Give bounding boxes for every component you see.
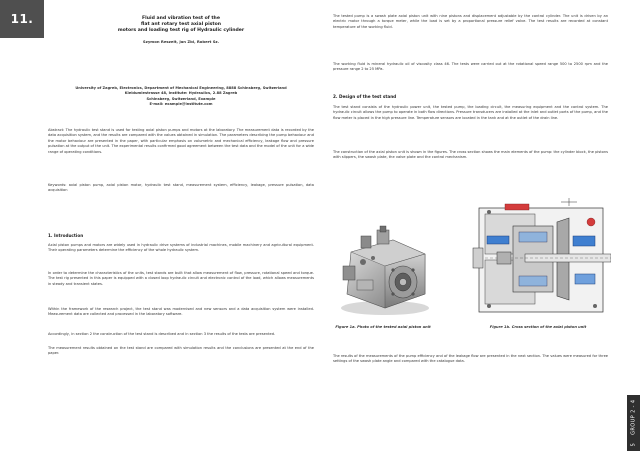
affiliation-line-1: University of Zagreb, Electronics, Department of Mechanical Engineering, 8888 Schinsberg, Switzerland: [75, 86, 287, 90]
figure-caption-2: Figure 1b. Cross section of the axial piston unit: [489, 325, 587, 329]
keywords: Keywords: axial piston pump, axial piston motor, hydraulic test stand, measurement system, efficiency, leakage, pressure pulsation, data acquisition: [48, 183, 314, 193]
body-paragraph: The tested pump is a swash plate axial piston unit with nine pistons and displacement adjustable by the control cylinder. The unit is driven by an electric motor through a torque meter, while the load is set by a proportional pressure relief valve. The test results are recorded at constant temperature of the working fluid.: [333, 14, 608, 29]
intro-paragraph: Accordingly, in section 2 the construction of the test stand is described and in section 3 the results of the tests are presented.: [48, 332, 276, 336]
authors: Szymon Reszelt, Jan Zbi, Robert Sz.: [142, 38, 220, 44]
paper-title-line-1: Fluid and vibration test of the: [142, 16, 220, 21]
body-paragraph: The construction of the axial piston unit is shown in the figures. The cross section shows the main elements of the pump: the cylinder block, the pistons with slippers, the swash plate, the valve plate and the control mechanism.: [333, 150, 608, 160]
paper-title-line-2: flat ant rotary test axial piston: [140, 22, 221, 28]
side-tab-label: [631, 400, 637, 447]
intro-paragraph: Within the framework of the research project, the test stand was modernised and new sensors and a data acquisition system were installed. Measurement data are collected and processed in the laboratory software.: [48, 307, 314, 317]
section-heading-design: 2. Design of the test stand: [333, 94, 397, 99]
section-heading-introduction: 1. Introduction: [48, 233, 84, 238]
intro-paragraph: The measurement results obtained on the test stand are compared with simulation results and the conclusions are presented at the end of the paper.: [48, 346, 314, 356]
chapter-badge: [0, 0, 44, 38]
figure-caption-1: Figure 1a. Photo of the tested axial piston unit: [335, 325, 431, 329]
intro-paragraph: In order to determine the characteristics of the units, test stands are built that allow measurement of flow, pressure, rotational speed and torque. The test rig presented in this paper is equipped with a closed loop hydraulic circuit and electronic control of the load, which allows measurements in steady and transient states.: [48, 271, 314, 286]
intro-paragraph: Axial piston pumps and motors are widely used in hydraulic drive systems of industrial machines, mobile machinery and agricultural equipment. Their operating parameters determine the efficiency of the whole hydraulic system.: [48, 243, 314, 253]
affiliation-line-4: E-mail: example@institute.com: [149, 102, 213, 107]
paper-title-line-3: motors and loading test rig of Hydraulic cylinder: [117, 28, 245, 34]
side-tab: [627, 395, 640, 451]
side-tab-group: GROUP 2 - 4: [630, 399, 637, 435]
affiliation-line-2: Kieldumlestrasse 48, Institute: Hydraulics, 2.88 Zagreb: [124, 91, 238, 96]
affiliation-line-3: Schinsberg, Switzerland, Example: [146, 96, 216, 101]
abstract: Abstract: The hydraulic test stand is used for testing axial piston pumps and motors at the laboratory. The measurement data is recorded by the data acquisition system, and the results are compared with the values obtained in simulation. The parameters describing the pump behaviour and the motor behaviour are presented in the paper, with particular emphasis on volumetric and mechanical efficiency, leakage flow and pressure pulsation at the output of the unit. The experimental results confirmed good agreement between the test data and the model of the unit for a wide range of operating conditions.: [48, 128, 314, 154]
pump-photo-figure: [333, 222, 436, 320]
body-paragraph: The test stand consists of the hydraulic power unit, the tested pump, the loading circuit, the measuring equipment and the control system. The hydraulic circuit allows the pump to operate in both flow directions. Pressure transducers are installed at the inlet and outlet ports of the pump, and the flow meter is placed in the high pressure line. Temperature sensors are located in the tank and at the outlet of the drain line.: [333, 105, 608, 120]
body-paragraph: The working fluid is mineral hydraulic oil of viscosity class 46. The tests were carried out at the rotational speed range 500 to 2500 rpm and the pressure range 2 to 25 MPa.: [333, 62, 608, 72]
cross-section-figure: [465, 196, 611, 319]
side-tab-page: 5: [630, 442, 637, 447]
affiliation: [48, 86, 314, 108]
title-block: [48, 16, 314, 44]
chapter-number: 11.: [10, 12, 34, 26]
body-paragraph: The results of the measurements of the pump efficiency and of the leakage flow are presented in the next section. The values were measured for three settings of the swash plate angle and compared with the catalogue data.: [333, 354, 608, 364]
